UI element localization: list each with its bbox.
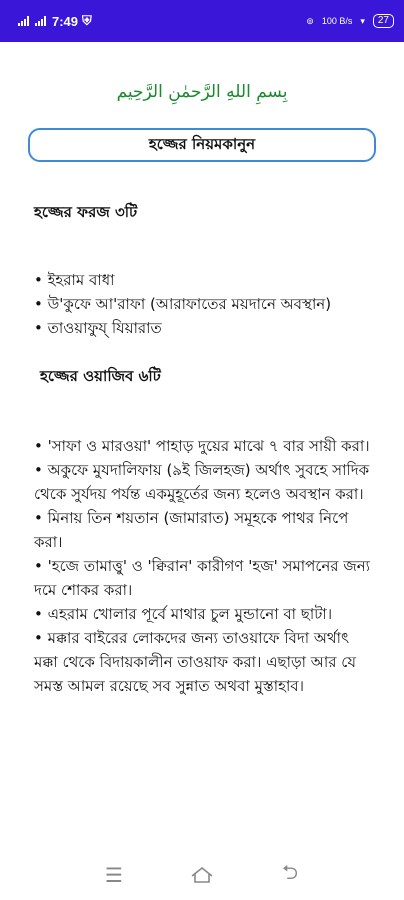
wajib-list xyxy=(34,434,374,698)
status-right xyxy=(306,14,394,28)
network-speed: 100 B/s xyxy=(321,16,353,26)
list-item: • তাওয়াফুয্ যিয়ারাত xyxy=(34,319,162,337)
wajib-heading: হজ্জের ওয়াজিব ৬টি xyxy=(40,367,161,385)
home-button[interactable] xyxy=(182,855,222,895)
menu-icon: ☰ xyxy=(105,863,123,887)
status-left xyxy=(18,13,92,29)
list-item: • মক্কার বাইরের লোকদের জন্য তাওয়াফে বিদা অর্থাৎ মক্কা থেকে বিদায়কালীন তাওয়াফ করা। এছাড়া আর যে সমস্ত আমল রয়েছে সব সুন্নাত অথবা মুস্তাহাব। xyxy=(34,629,357,695)
fard-list xyxy=(34,268,374,340)
page-title: হজ্জের নিয়মকানুন xyxy=(148,134,256,153)
page-title-box xyxy=(28,128,376,162)
hotspot-icon: ⊚ xyxy=(306,15,314,26)
status-time: 7:49 xyxy=(52,13,79,29)
back-icon: ⮌ xyxy=(281,860,299,884)
status-bar xyxy=(0,0,404,42)
bismillah-text: بِسمِ اللهِ الرَّحمٰنِ الرَّحِيم xyxy=(116,82,288,102)
battery-icon: 27 xyxy=(373,14,394,28)
list-item: • 'হজে তামাত্তু' ও 'ক্বিরান' কারীগণ 'হজ' সমাপনের জন্য দমে শোকর করা। xyxy=(34,557,371,599)
list-item: • অকুফে মুযদালিফায় (৯ই জিলহজ) অর্থাৎ সুবহে সাদিক থেকে সুর্যদয় পর্যন্ত একমুহূর্তের জন্য হলেও অবস্থান করা। xyxy=(34,461,370,503)
navigation-bar xyxy=(0,850,404,900)
list-item: • মিনায় তিন শয়তান (জামারাত) সমূহকে পাথর নিপে করা। xyxy=(34,509,349,551)
wifi-icon: ▾ xyxy=(360,15,365,26)
list-item: • এহরাম খোলার পূর্বে মাথার চুল মুন্ডানো বা ছাটা। xyxy=(34,605,333,623)
back-button[interactable] xyxy=(270,855,310,895)
signal-icon-2 xyxy=(35,16,46,26)
fard-heading: হজ্জের ফরজ ৩টি xyxy=(34,203,138,221)
list-item: • উ'কুফে আ'রাফা (আরাফাতের ময়দানে অবস্থান) xyxy=(34,295,332,313)
list-item: • ইহরাম বাধা xyxy=(34,271,115,289)
signal-icon xyxy=(18,16,29,26)
menu-button[interactable] xyxy=(94,855,134,895)
list-item: • 'সাফা ও মারওয়া' পাহাড় দুয়ের মাঝে ৭ বার সায়ী করা। xyxy=(34,437,370,455)
home-icon xyxy=(190,865,214,885)
notification-icon: ⛨ xyxy=(82,13,92,28)
content-body xyxy=(34,200,374,698)
